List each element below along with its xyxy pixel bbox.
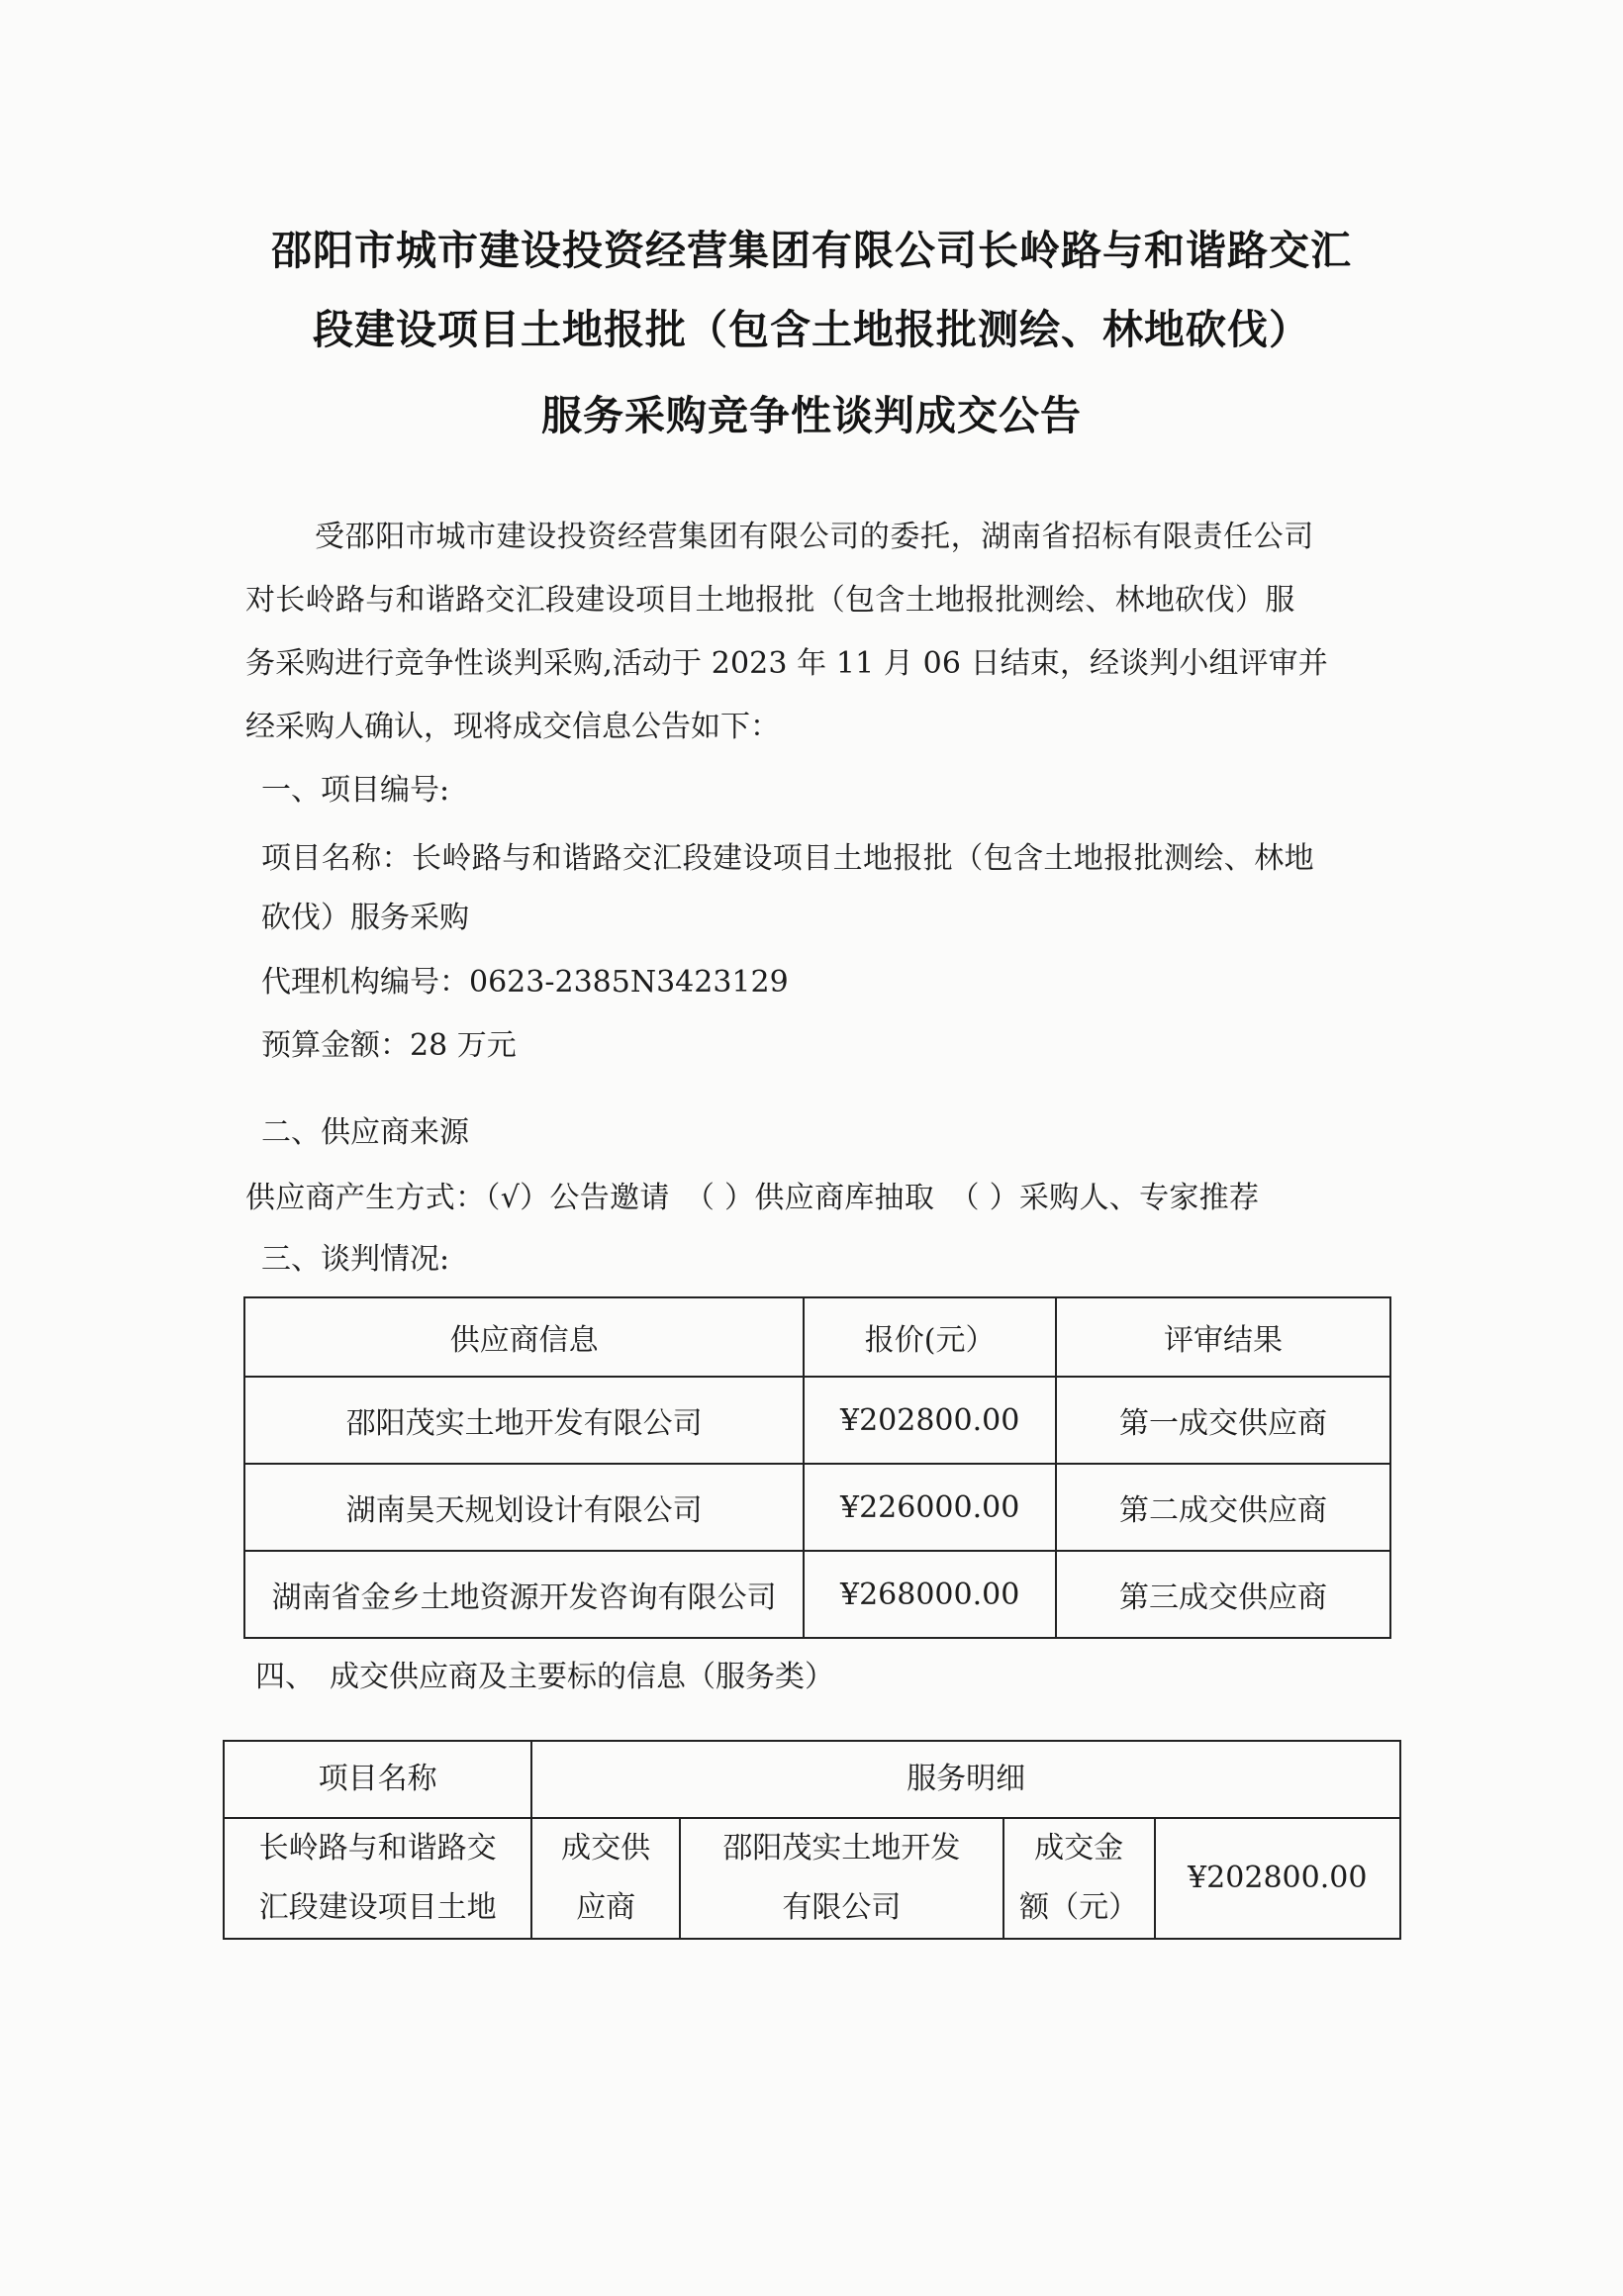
header-result: 评审结果	[1056, 1297, 1390, 1377]
intro-line-4: 经采购人确认，现将成交信息公告如下：	[245, 710, 780, 744]
deal-header-row	[224, 1741, 1400, 1818]
section1-heading: 一、项目编号:	[261, 773, 450, 808]
deal-supplier-name	[680, 1818, 1003, 1939]
title-line-1: 邵阳市城市建设投资经营集团有限公司长岭路与和谐路交汇	[271, 227, 1352, 274]
amount-label-line-1: 成交金	[1034, 1831, 1124, 1866]
header-price: 报价(元）	[804, 1297, 1056, 1377]
deal-project-line-1: 长岭路与和谐路交	[258, 1831, 497, 1866]
title-line-2: 段建设项目土地报批（包含土地报批测绘、林地砍伐）	[313, 306, 1310, 353]
intro-line-2: 对长岭路与和谐路交汇段建设项目土地报批（包含土地报批测绘、林地砍伐）服	[245, 583, 1295, 618]
price: ¥202800.00	[804, 1377, 1056, 1464]
project-name-line-1: 项目名称：长岭路与和谐路交汇段建设项目土地报批（包含土地报批测绘、林地	[261, 841, 1314, 876]
supplier-line-2: 有限公司	[782, 1890, 902, 1925]
section4-heading: 四、 成交供应商及主要标的信息（服务类）	[255, 1660, 834, 1694]
supplier-name: 湖南省金乡土地资源开发咨询有限公司	[244, 1551, 804, 1638]
supplier-label-line-1: 成交供	[561, 1831, 651, 1866]
deal-table	[223, 1740, 1401, 1940]
result: 第二成交供应商	[1056, 1464, 1390, 1551]
section3-heading: 三、谈判情况:	[261, 1242, 450, 1277]
section2-heading: 二、供应商来源	[261, 1115, 469, 1150]
intro-line-1: 受邵阳市城市建设投资经营集团有限公司的委托，湖南省招标有限责任公司	[315, 520, 1314, 554]
table-row	[244, 1377, 1390, 1464]
supplier-method: 供应商产生方式：（√）公告邀请 （ ）供应商库抽取 （ ）采购人、专家推荐	[245, 1181, 1260, 1215]
header-supplier: 供应商信息	[244, 1297, 804, 1377]
supplier-name: 邵阳茂实土地开发有限公司	[244, 1377, 804, 1464]
table-header-row	[244, 1297, 1390, 1377]
deal-amount-label	[1003, 1818, 1155, 1939]
supplier-line-1: 邵阳茂实土地开发	[722, 1831, 961, 1866]
deal-supplier-label	[531, 1818, 680, 1939]
deal-project-line-2: 汇段建设项目土地	[258, 1890, 497, 1925]
price: ¥268000.00	[804, 1551, 1056, 1638]
header-service-detail: 服务明细	[531, 1741, 1400, 1818]
header-project-name: 项目名称	[224, 1741, 531, 1818]
project-name-line-2: 砍伐）服务采购	[261, 901, 469, 935]
amount-label-line-2: 额（元）	[1019, 1890, 1139, 1925]
table-row	[244, 1551, 1390, 1638]
intro-line-3: 务采购进行竞争性谈判采购,活动于 2023 年 11 月 06 日结束，经谈判小组评审并	[245, 646, 1328, 681]
result: 第三成交供应商	[1056, 1551, 1390, 1638]
price: ¥226000.00	[804, 1464, 1056, 1551]
result: 第一成交供应商	[1056, 1377, 1390, 1464]
supplier-label-line-2: 应商	[576, 1890, 636, 1925]
table-row	[244, 1464, 1390, 1551]
deal-amount: ¥202800.00	[1155, 1818, 1400, 1939]
supplier-name: 湖南昊天规划设计有限公司	[244, 1464, 804, 1551]
deal-project-name	[224, 1818, 531, 1939]
title-line-3: 服务采购竞争性谈判成交公告	[541, 392, 1082, 439]
budget: 预算金额：28 万元	[261, 1028, 517, 1063]
agency-code: 代理机构编号：0623-2385N3423129	[261, 965, 789, 1000]
deal-row	[224, 1818, 1400, 1939]
negotiation-table	[243, 1296, 1391, 1639]
